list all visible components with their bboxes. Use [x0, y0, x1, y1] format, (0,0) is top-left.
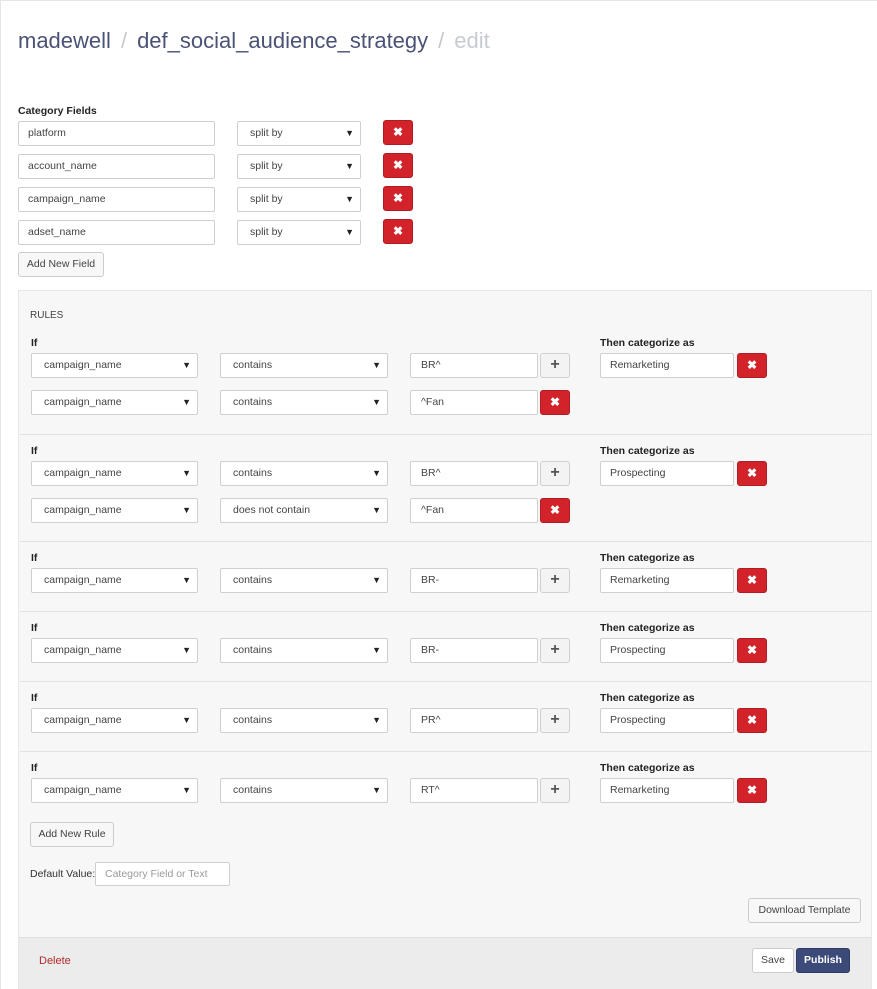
category-field-input[interactable]: account_name [18, 154, 215, 179]
if-label: If [31, 692, 38, 704]
condition-operator-select[interactable] [220, 498, 388, 523]
rule-block [20, 434, 872, 541]
condition-value-input[interactable]: BR- [410, 568, 538, 593]
caret-down-icon: ▼ [372, 645, 381, 655]
breadcrumb-strategy-link[interactable]: def_social_audience_strategy [137, 28, 429, 53]
caret-down-icon: ▼ [182, 785, 191, 795]
condition-field-select[interactable] [31, 778, 198, 803]
rule-block [20, 751, 872, 821]
category-output-input[interactable]: Remarketing [600, 778, 734, 803]
category-field-input[interactable]: adset_name [18, 220, 215, 245]
breadcrumb-separator: / [438, 28, 445, 53]
breadcrumb [18, 28, 490, 54]
caret-down-icon: ▼ [182, 715, 191, 725]
condition-operator-value: contains [233, 396, 273, 408]
if-label: If [31, 337, 38, 349]
remove-field-button[interactable]: ✖ [383, 120, 413, 145]
add-condition-button[interactable]: + [540, 461, 570, 486]
if-label: If [31, 445, 38, 457]
add-condition-button[interactable]: + [540, 353, 570, 378]
category-output-input[interactable]: Prospecting [600, 708, 734, 733]
caret-down-icon: ▼ [182, 505, 191, 515]
caret-down-icon: ▼ [345, 161, 354, 171]
caret-down-icon: ▼ [345, 128, 354, 138]
category-output-input[interactable]: Prospecting [600, 461, 734, 486]
remove-condition-button[interactable]: ✖ [540, 498, 570, 523]
then-label: Then categorize as [600, 692, 695, 704]
add-condition-button[interactable]: + [540, 778, 570, 803]
condition-field-select[interactable] [31, 568, 198, 593]
remove-field-button[interactable]: ✖ [383, 219, 413, 244]
rule-block [20, 681, 872, 751]
condition-field-select[interactable] [31, 708, 198, 733]
rules-title: RULES [30, 310, 64, 321]
breadcrumb-org-link[interactable]: madewell [18, 28, 111, 53]
delete-rule-button[interactable]: ✖ [737, 568, 767, 593]
condition-operator-select[interactable] [220, 638, 388, 663]
then-label: Then categorize as [600, 762, 695, 774]
condition-operator-select[interactable] [220, 461, 388, 486]
caret-down-icon: ▼ [182, 468, 191, 478]
then-label: Then categorize as [600, 552, 695, 564]
condition-field-value: campaign_name [44, 644, 122, 656]
delete-rule-button[interactable]: ✖ [737, 638, 767, 663]
caret-down-icon: ▼ [345, 194, 354, 204]
condition-field-value: campaign_name [44, 784, 122, 796]
default-value-label: Default Value: [30, 868, 96, 880]
condition-field-select[interactable] [31, 390, 198, 415]
condition-field-value: campaign_name [44, 396, 122, 408]
condition-field-select[interactable] [31, 353, 198, 378]
caret-down-icon: ▼ [182, 575, 191, 585]
add-new-field-button[interactable]: Add New Field [18, 252, 104, 277]
then-label: Then categorize as [600, 337, 695, 349]
delete-rule-button[interactable]: ✖ [737, 778, 767, 803]
condition-operator-value: contains [233, 467, 273, 479]
condition-operator-select[interactable] [220, 568, 388, 593]
condition-field-value: campaign_name [44, 714, 122, 726]
condition-value-input[interactable]: ^Fan [410, 498, 538, 523]
condition-field-select[interactable] [31, 498, 198, 523]
caret-down-icon: ▼ [182, 397, 191, 407]
condition-operator-value: contains [233, 574, 273, 586]
condition-value-input[interactable]: RT^ [410, 778, 538, 803]
then-label: Then categorize as [600, 622, 695, 634]
category-output-input[interactable]: Remarketing [600, 568, 734, 593]
rule-block [20, 611, 872, 681]
condition-operator-select[interactable] [220, 708, 388, 733]
condition-field-value: campaign_name [44, 574, 122, 586]
add-new-rule-button[interactable]: Add New Rule [30, 822, 114, 847]
condition-value-input[interactable]: BR^ [410, 353, 538, 378]
delete-strategy-link[interactable]: Delete [39, 955, 71, 967]
condition-operator-value: contains [233, 359, 273, 371]
delete-rule-button[interactable]: ✖ [737, 353, 767, 378]
split-mode-value: split by [250, 226, 283, 238]
if-label: If [31, 762, 38, 774]
save-button[interactable]: Save [752, 948, 794, 973]
condition-operator-value: contains [233, 714, 273, 726]
category-output-input[interactable]: Prospecting [600, 638, 734, 663]
delete-rule-button[interactable]: ✖ [737, 708, 767, 733]
remove-field-button[interactable]: ✖ [383, 153, 413, 178]
split-mode-value: split by [250, 160, 283, 172]
caret-down-icon: ▼ [372, 397, 381, 407]
condition-operator-select[interactable] [220, 778, 388, 803]
rule-block [20, 541, 872, 611]
if-label: If [31, 552, 38, 564]
form-footer [19, 937, 871, 989]
breadcrumb-current: edit [454, 28, 490, 53]
if-label: If [31, 622, 38, 634]
caret-down-icon: ▼ [372, 575, 381, 585]
condition-field-value: campaign_name [44, 504, 122, 516]
rule-block [20, 327, 872, 434]
add-condition-button[interactable]: + [540, 708, 570, 733]
split-mode-select[interactable] [237, 220, 361, 245]
split-mode-select[interactable] [237, 154, 361, 179]
split-mode-value: split by [250, 193, 283, 205]
category-field-input[interactable]: campaign_name [18, 187, 215, 212]
caret-down-icon: ▼ [372, 468, 381, 478]
caret-down-icon: ▼ [182, 360, 191, 370]
then-label: Then categorize as [600, 445, 695, 457]
condition-value-input[interactable]: ^Fan [410, 390, 538, 415]
category-fields-label: Category Fields [18, 105, 97, 117]
caret-down-icon: ▼ [372, 360, 381, 370]
condition-field-value: campaign_name [44, 359, 122, 371]
split-mode-value: split by [250, 127, 283, 139]
condition-operator-select[interactable] [220, 353, 388, 378]
add-condition-button[interactable]: + [540, 568, 570, 593]
caret-down-icon: ▼ [182, 645, 191, 655]
default-value-input[interactable]: Category Field or Text [95, 862, 230, 886]
category-output-input[interactable]: Remarketing [600, 353, 734, 378]
condition-field-select[interactable] [31, 638, 198, 663]
delete-rule-button[interactable]: ✖ [737, 461, 767, 486]
condition-operator-value: contains [233, 644, 273, 656]
remove-field-button[interactable]: ✖ [383, 186, 413, 211]
category-field-input[interactable]: platform [18, 121, 215, 146]
condition-field-select[interactable] [31, 461, 198, 486]
remove-condition-button[interactable]: ✖ [540, 390, 570, 415]
caret-down-icon: ▼ [372, 785, 381, 795]
condition-operator-value: does not contain [233, 504, 311, 516]
caret-down-icon: ▼ [345, 227, 354, 237]
condition-field-value: campaign_name [44, 467, 122, 479]
download-template-button[interactable]: Download Template [748, 898, 861, 923]
add-condition-button[interactable]: + [540, 638, 570, 663]
rules-panel [18, 290, 872, 989]
condition-value-input[interactable]: BR- [410, 638, 538, 663]
condition-value-input[interactable]: BR^ [410, 461, 538, 486]
caret-down-icon: ▼ [372, 505, 381, 515]
condition-operator-value: contains [233, 784, 273, 796]
split-mode-select[interactable] [237, 121, 361, 146]
split-mode-select[interactable] [237, 187, 361, 212]
caret-down-icon: ▼ [372, 715, 381, 725]
condition-operator-select[interactable] [220, 390, 388, 415]
condition-value-input[interactable]: PR^ [410, 708, 538, 733]
breadcrumb-separator: / [120, 28, 128, 53]
publish-button[interactable]: Publish [796, 948, 850, 973]
